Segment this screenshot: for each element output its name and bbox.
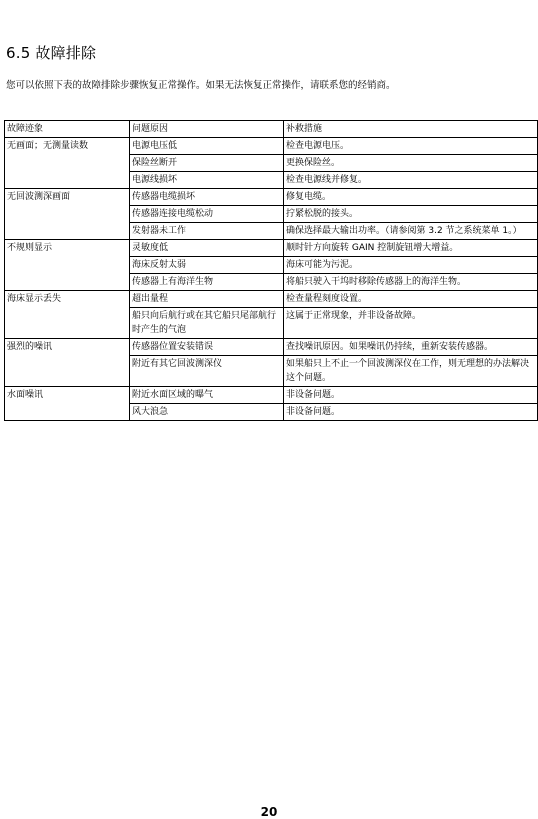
intro-text: 您可以依照下表的故障排除步骤恢复正常操作。如果无法恢复正常操作，请联系您的经销商。	[6, 80, 396, 91]
remedy-cell: 海床可能为污泥。	[284, 257, 538, 274]
remedy-cell: 非设备问题。	[284, 387, 538, 404]
remedy-cell: 检查量程刻度设置。	[284, 291, 538, 308]
header-remedy: 补救措施	[284, 121, 538, 138]
table-row	[5, 291, 538, 308]
symptom-cell: 海床显示丢失	[5, 291, 130, 339]
cause-cell: 附近有其它回波测深仪	[130, 356, 284, 387]
cause-cell: 电源电压低	[130, 138, 284, 155]
table-row	[5, 387, 538, 404]
remedy-cell: 非设备问题。	[284, 404, 538, 421]
remedy-cell: 检查电源线并修复。	[284, 172, 538, 189]
remedy-cell: 查找噪讯原因。如果噪讯仍持续，重新安装传感器。	[284, 339, 538, 356]
remedy-cell: 这属于正常现象，并非设备故障。	[284, 308, 538, 339]
cause-cell: 风大浪急	[130, 404, 284, 421]
cause-cell: 传感器位置安装错误	[130, 339, 284, 356]
remedy-cell: 将船只驶入干坞时移除传感器上的海洋生物。	[284, 274, 538, 291]
table-row	[5, 189, 538, 206]
remedy-cell: 更换保险丝。	[284, 155, 538, 172]
cause-cell: 电源线损坏	[130, 172, 284, 189]
page-number: 20	[260, 805, 278, 819]
remedy-cell: 拧紧松脱的接头。	[284, 206, 538, 223]
cause-cell: 灵敏度低	[130, 240, 284, 257]
remedy-cell: 顺时针方向旋转 GAIN 控制旋钮增大增益。	[284, 240, 538, 257]
remedy-cell: 确保选择最大输出功率。（请参阅第 3.2 节之系统菜单 1。）	[284, 223, 538, 240]
cause-cell: 传感器连接电缆松动	[130, 206, 284, 223]
table-row	[5, 339, 538, 356]
header-cause: 问题原因	[130, 121, 284, 138]
remedy-cell: 检查电源电压。	[284, 138, 538, 155]
cause-cell: 保险丝断开	[130, 155, 284, 172]
header-symptom: 故障迹象	[5, 121, 130, 138]
table-row	[5, 138, 538, 155]
cause-cell: 船只向后航行或在其它船只尾部航行时产生的气泡	[130, 308, 284, 339]
cause-cell: 海床反射太弱	[130, 257, 284, 274]
remedy-cell: 如果船只上不止一个回波测深仪在工作，则无理想的办法解决这个问题。	[284, 356, 538, 387]
symptom-cell: 不规则显示	[5, 240, 130, 291]
troubleshooting-table	[4, 120, 538, 421]
symptom-cell: 无画面；无测量读数	[5, 138, 130, 189]
cause-cell: 发射器未工作	[130, 223, 284, 240]
remedy-cell: 修复电缆。	[284, 189, 538, 206]
table-row	[5, 240, 538, 257]
symptom-cell: 水面噪讯	[5, 387, 130, 421]
cause-cell: 附近水面区域的曝气	[130, 387, 284, 404]
cause-cell: 传感器上有海洋生物	[130, 274, 284, 291]
cause-cell: 超出量程	[130, 291, 284, 308]
section-title: 6.5 故障排除	[6, 44, 97, 62]
symptom-cell: 强烈的噪讯	[5, 339, 130, 387]
symptom-cell: 无回波测深画面	[5, 189, 130, 240]
table-header-row	[5, 121, 538, 138]
cause-cell: 传感器电缆损坏	[130, 189, 284, 206]
